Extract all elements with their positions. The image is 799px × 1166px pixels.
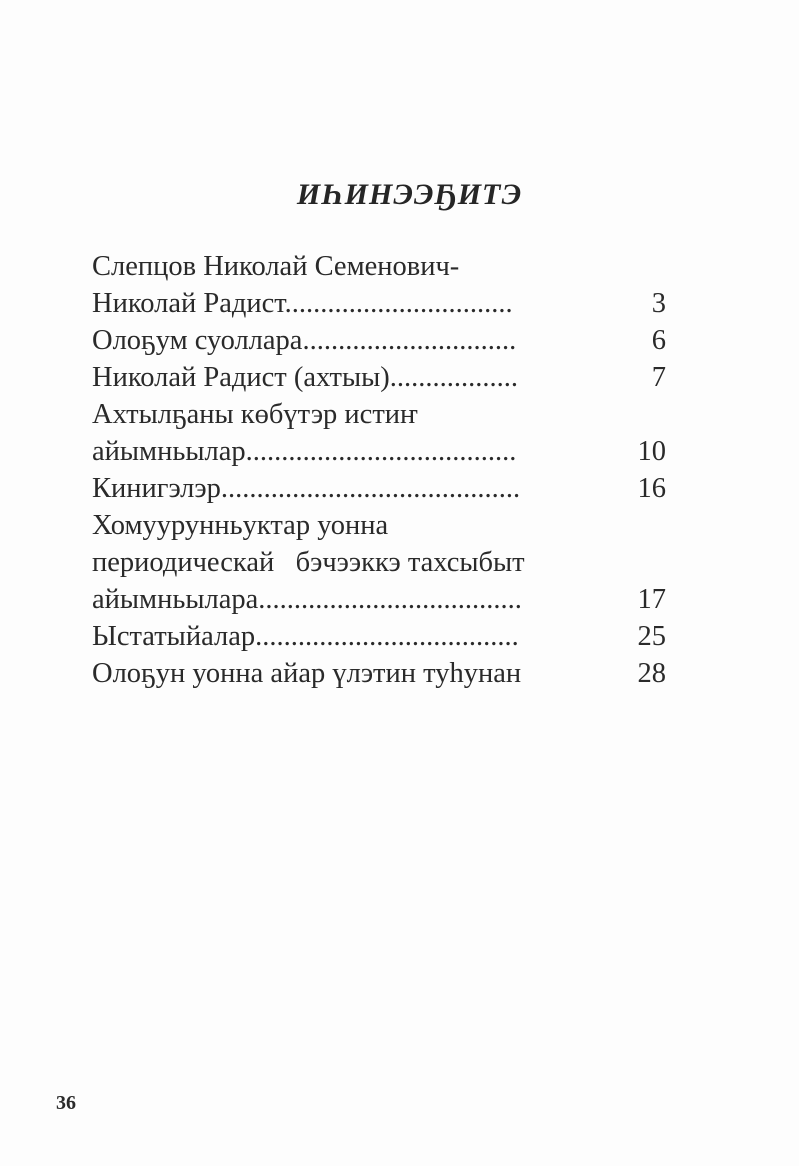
toc-entry-page: 6 [651,325,666,356]
toc-entry [92,470,682,507]
table-of-contents [92,248,682,692]
toc-entry [92,396,682,433]
toc-entry-title: Ахтылҕаны көбүтэр истиҥ [92,399,418,430]
toc-entry-title: айымньылар...................................... [92,436,517,467]
toc-entry [92,322,682,359]
toc-entry [92,285,682,322]
toc-entry [92,248,682,285]
toc-entry-page: 7 [651,362,666,393]
toc-entry-page: 28 [637,658,666,689]
page-number: 36 [56,1092,76,1114]
toc-entry-page: 10 [637,436,666,467]
toc-entry-page: 16 [637,473,666,504]
toc-entry-page: 17 [637,584,666,615]
toc-entry-title: Олоҕун уонна айар үлэтин туһунан [92,658,522,689]
toc-entry-title: Хомуурунньуктар уонна [92,510,389,541]
toc-entry [92,655,682,692]
toc-entry-page: 3 [651,288,666,319]
toc-entry [92,618,682,655]
toc-entry-title: Слепцов Николай Семенович- [92,251,460,282]
toc-entry-page: 25 [637,621,666,652]
toc-entry [92,544,682,581]
toc-entry-title: Ыстатыйалар..................................... [92,621,519,652]
toc-entry [92,359,682,396]
toc-entry-title: Николай Радист (ахтыы).................. [92,362,519,393]
toc-entry-title: Олоҕум суоллара.............................. [92,325,517,356]
toc-entry [92,433,682,470]
toc-entry-title: айымньылара..................................... [92,584,522,615]
toc-entry [92,581,682,618]
page-title: ИҺИНЭЭҔИТЭ [296,178,523,211]
toc-entry-title: Николай Радист................................ [92,288,513,319]
toc-entry [92,507,682,544]
toc-entry-title: Кинигэлэр.......................................... [92,473,521,504]
toc-entry-title: периодическай бэчээккэ тахсыбыт [92,547,525,578]
